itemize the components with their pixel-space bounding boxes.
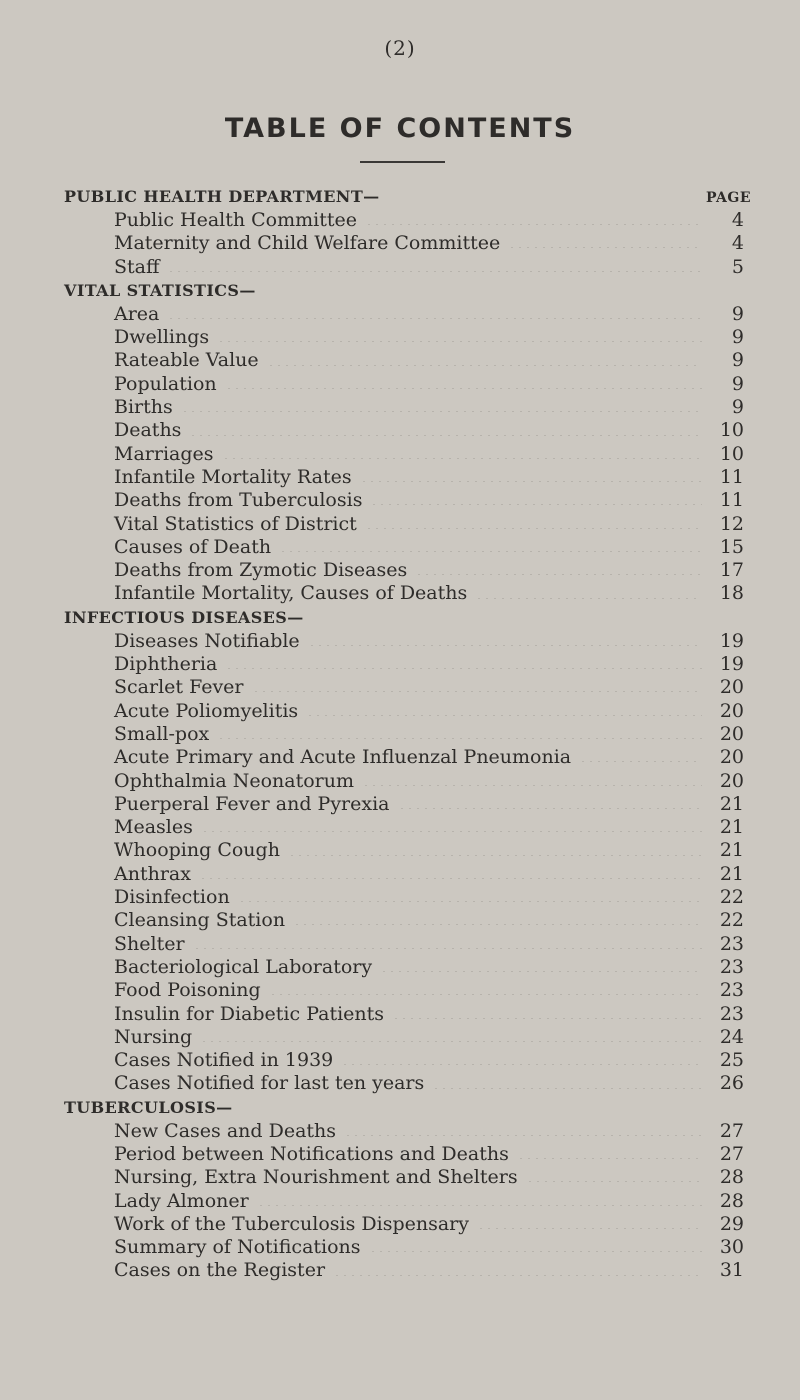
toc-entry-title: Nursing, Extra Nourishment and Shelters bbox=[114, 1166, 518, 1189]
toc-entry-title: Whooping Cough bbox=[114, 839, 280, 862]
dot-leader bbox=[392, 1018, 702, 1019]
toc-entry-title: Puerperal Fever and Pyrexia bbox=[114, 792, 390, 815]
toc-entry bbox=[64, 1072, 744, 1095]
toc-entry-page: 30 bbox=[719, 1236, 744, 1259]
toc-entry-title: Summary of Notifications bbox=[114, 1236, 361, 1259]
dot-leader bbox=[333, 1275, 702, 1276]
toc-entry-title: Ophthalmia Neonatorum bbox=[114, 769, 354, 792]
toc-entry bbox=[64, 1236, 744, 1259]
toc-entry-page: 29 bbox=[719, 1212, 744, 1235]
toc-entry-title: Bacteriological Laboratory bbox=[114, 955, 373, 978]
toc-entry bbox=[64, 466, 744, 489]
toc-entry-page: 11 bbox=[719, 465, 744, 488]
toc-entry bbox=[64, 536, 744, 559]
toc-entry bbox=[64, 373, 744, 396]
toc-entry bbox=[64, 746, 744, 769]
toc-entry-page: 31 bbox=[719, 1259, 744, 1282]
toc-entry bbox=[64, 1190, 744, 1213]
toc-entry-page: 9 bbox=[731, 349, 744, 372]
toc-entry-title: New Cases and Deaths bbox=[114, 1119, 337, 1142]
toc-entry-title: Anthrax bbox=[114, 862, 191, 885]
section-heading: TUBERCULOSIS— bbox=[64, 1097, 233, 1117]
toc-entry-title: Deaths from Tuberculosis bbox=[114, 489, 363, 512]
toc-entry-page: 15 bbox=[719, 535, 744, 558]
toc-entry-page: 17 bbox=[719, 559, 744, 582]
toc-entry bbox=[64, 1143, 744, 1166]
dot-leader bbox=[252, 691, 702, 692]
toc-entry-page: 10 bbox=[719, 442, 744, 465]
toc-entry bbox=[64, 559, 744, 582]
toc-entry-page: 28 bbox=[719, 1189, 744, 1212]
toc-entry-title: Rateable Value bbox=[114, 349, 259, 372]
toc-entry-page: 20 bbox=[719, 746, 744, 769]
section-heading: INFECTIOUS DISEASES— bbox=[64, 607, 304, 627]
toc-entry-page: 12 bbox=[719, 512, 744, 535]
toc-entry-title: Cases on the Register bbox=[114, 1259, 326, 1282]
toc-entry-page: 10 bbox=[719, 419, 744, 442]
toc-entry-page: 28 bbox=[719, 1166, 744, 1189]
dot-leader bbox=[167, 271, 702, 272]
toc-entry-title: Acute Poliomyelitis bbox=[114, 699, 299, 722]
toc-entry-page: 21 bbox=[719, 792, 744, 815]
dot-leader bbox=[181, 411, 702, 412]
toc-entry bbox=[64, 443, 744, 466]
toc-entry bbox=[64, 1003, 744, 1026]
toc-entry-page: 20 bbox=[719, 676, 744, 699]
toc-entry bbox=[64, 979, 744, 1002]
toc-entry-page: 19 bbox=[719, 653, 744, 676]
toc-entry-title: Infantile Mortality, Causes of Deaths bbox=[114, 582, 468, 605]
toc-entry bbox=[64, 1120, 744, 1143]
toc-entry-page: 4 bbox=[731, 232, 744, 255]
dot-leader bbox=[415, 574, 702, 575]
toc-entry bbox=[64, 886, 744, 909]
page-title: TABLE OF CONTENTS bbox=[224, 113, 576, 144]
toc-entry-title: Population bbox=[114, 372, 217, 395]
toc-entry-page: 19 bbox=[719, 629, 744, 652]
toc-entry-title: Period between Notifications and Deaths bbox=[114, 1142, 509, 1165]
toc-entry-page: 9 bbox=[731, 302, 744, 325]
toc-entry-page: 27 bbox=[719, 1142, 744, 1165]
toc-section bbox=[64, 1096, 744, 1283]
dot-leader bbox=[293, 924, 702, 925]
dot-leader bbox=[193, 948, 702, 949]
dot-leader bbox=[370, 504, 702, 505]
toc-entry-page: 9 bbox=[731, 396, 744, 419]
dot-leader bbox=[222, 458, 702, 459]
toc-entry bbox=[64, 793, 744, 816]
toc-entry-title: Causes of Death bbox=[114, 535, 272, 558]
dot-leader bbox=[360, 481, 702, 482]
page-column-header: PAGE bbox=[706, 190, 751, 206]
toc-entry bbox=[64, 209, 744, 232]
toc-entry bbox=[64, 513, 744, 536]
toc-section bbox=[64, 606, 744, 1096]
toc-entry bbox=[64, 676, 744, 699]
toc-entry-title: Scarlet Fever bbox=[114, 676, 244, 699]
toc-entry-page: 9 bbox=[731, 372, 744, 395]
toc-entry-page: 21 bbox=[719, 839, 744, 862]
toc-entry bbox=[64, 1049, 744, 1072]
toc-entry bbox=[64, 232, 744, 255]
dot-leader bbox=[225, 668, 702, 669]
toc-entry-page: 11 bbox=[719, 489, 744, 512]
dot-leader bbox=[217, 738, 702, 739]
toc-entry-title: Work of the Tuberculosis Dispensary bbox=[114, 1212, 469, 1235]
toc-section bbox=[64, 279, 744, 606]
toc-entry-title: Diseases Notifiable bbox=[114, 629, 300, 652]
toc-entry-title: Small-pox bbox=[114, 722, 210, 745]
toc-entry-title: Infantile Mortality Rates bbox=[114, 465, 352, 488]
toc-entry-page: 23 bbox=[719, 932, 744, 955]
dot-leader bbox=[308, 645, 702, 646]
toc-entry-title: Acute Primary and Acute Influenzal Pneumonia bbox=[114, 746, 572, 769]
dot-leader bbox=[269, 994, 702, 995]
dot-leader bbox=[369, 1251, 702, 1252]
dot-leader bbox=[167, 318, 702, 319]
toc-entry bbox=[64, 956, 744, 979]
dot-leader bbox=[432, 1088, 702, 1089]
toc-entry-title: Insulin for Diabetic Patients bbox=[114, 1002, 385, 1025]
dot-leader bbox=[217, 341, 702, 342]
dot-leader bbox=[475, 598, 702, 599]
dot-leader bbox=[508, 247, 702, 248]
toc-entry-page: 25 bbox=[719, 1049, 744, 1072]
toc-entry bbox=[64, 839, 744, 862]
dot-leader bbox=[225, 388, 702, 389]
toc-entry-title: Diphtheria bbox=[114, 653, 218, 676]
toc-entry-title: Cases Notified for last ten years bbox=[114, 1072, 425, 1095]
toc-entry-page: 23 bbox=[719, 979, 744, 1002]
toc-entry-title: Disinfection bbox=[114, 886, 230, 909]
toc-entry-page: 22 bbox=[719, 909, 744, 932]
toc-entry-page: 27 bbox=[719, 1119, 744, 1142]
toc-entry-page: 21 bbox=[719, 862, 744, 885]
toc-entry bbox=[64, 396, 744, 419]
toc-entry-page: 20 bbox=[719, 769, 744, 792]
toc-entry-title: Shelter bbox=[114, 932, 185, 955]
dot-leader bbox=[341, 1064, 702, 1065]
section-heading: PUBLIC HEALTH DEPARTMENT— bbox=[64, 187, 380, 206]
toc-entry-page: 4 bbox=[731, 209, 744, 231]
dot-leader bbox=[199, 878, 702, 879]
toc-section bbox=[64, 185, 744, 279]
dot-leader bbox=[380, 971, 702, 972]
dot-leader bbox=[257, 1205, 702, 1206]
toc-entry bbox=[64, 1166, 744, 1189]
dot-leader bbox=[362, 785, 702, 786]
toc-entry-page: 9 bbox=[731, 326, 744, 349]
toc-entry-page: 18 bbox=[719, 582, 744, 605]
toc-entry-page: 23 bbox=[719, 955, 744, 978]
toc-entry-page: 24 bbox=[719, 1025, 744, 1048]
toc-entry-page: 23 bbox=[719, 1002, 744, 1025]
toc-entry bbox=[64, 256, 744, 279]
toc-entry-title: Deaths from Zymotic Diseases bbox=[114, 559, 408, 582]
toc-entry-title: Vital Statistics of District bbox=[114, 512, 357, 535]
dot-leader bbox=[517, 1158, 702, 1159]
dot-leader bbox=[579, 761, 702, 762]
toc-entry bbox=[64, 1026, 744, 1049]
toc-entry bbox=[64, 303, 744, 326]
dot-leader bbox=[365, 224, 702, 225]
dot-leader bbox=[200, 1041, 702, 1042]
toc-entry-page: 21 bbox=[719, 816, 744, 839]
toc-entry bbox=[64, 1213, 744, 1236]
toc-entry bbox=[64, 1259, 744, 1282]
dot-leader bbox=[477, 1228, 702, 1229]
dot-leader bbox=[267, 365, 702, 366]
dot-leader bbox=[288, 855, 702, 856]
toc-entry-title: Cases Notified in 1939 bbox=[114, 1049, 334, 1072]
toc-entry bbox=[64, 723, 744, 746]
toc-entry bbox=[64, 349, 744, 372]
title-divider bbox=[360, 161, 445, 163]
page-number: (2) bbox=[384, 36, 416, 60]
toc-entry-page: 5 bbox=[731, 255, 744, 278]
toc-entry bbox=[64, 700, 744, 723]
dot-leader bbox=[279, 551, 702, 552]
toc-entry-title: Cleansing Station bbox=[114, 909, 286, 932]
dot-leader bbox=[306, 715, 702, 716]
dot-leader bbox=[189, 435, 702, 436]
toc-entry-title: Measles bbox=[114, 816, 193, 839]
toc-entry-title: Nursing bbox=[114, 1025, 193, 1048]
toc-entry-title: Maternity and Child Welfare Committee bbox=[114, 232, 501, 255]
toc-entry-page: 20 bbox=[719, 699, 744, 722]
toc-entry-page: 22 bbox=[719, 886, 744, 909]
dot-leader bbox=[365, 528, 702, 529]
toc-entry bbox=[64, 489, 744, 512]
toc-entry bbox=[64, 419, 744, 442]
toc-entry-title: Dwellings bbox=[114, 326, 210, 349]
toc-entry bbox=[64, 933, 744, 956]
dot-leader bbox=[238, 901, 702, 902]
toc-entry bbox=[64, 816, 744, 839]
toc-entry bbox=[64, 863, 744, 886]
table-of-contents bbox=[64, 185, 744, 1283]
toc-entry-title: Births bbox=[114, 396, 173, 419]
toc-entry-title: Public Health Committee bbox=[114, 209, 357, 231]
toc-entry-title: Marriages bbox=[114, 442, 214, 465]
toc-entry bbox=[64, 653, 744, 676]
toc-entry bbox=[64, 909, 744, 932]
toc-entry bbox=[64, 582, 744, 605]
toc-entry bbox=[64, 770, 744, 793]
toc-entry-title: Deaths bbox=[114, 419, 182, 442]
toc-entry-title: Staff bbox=[114, 255, 160, 278]
toc-entry-title: Food Poisoning bbox=[114, 979, 261, 1002]
dot-leader bbox=[526, 1181, 702, 1182]
section-heading: VITAL STATISTICS— bbox=[64, 280, 256, 300]
toc-entry bbox=[64, 630, 744, 653]
toc-entry-title: Lady Almoner bbox=[114, 1189, 249, 1212]
toc-entry-page: 26 bbox=[719, 1072, 744, 1095]
dot-leader bbox=[344, 1135, 702, 1136]
toc-entry bbox=[64, 326, 744, 349]
toc-entry-page: 20 bbox=[719, 722, 744, 745]
toc-entry-title: Area bbox=[114, 302, 160, 325]
dot-leader bbox=[398, 808, 703, 809]
dot-leader bbox=[201, 831, 702, 832]
